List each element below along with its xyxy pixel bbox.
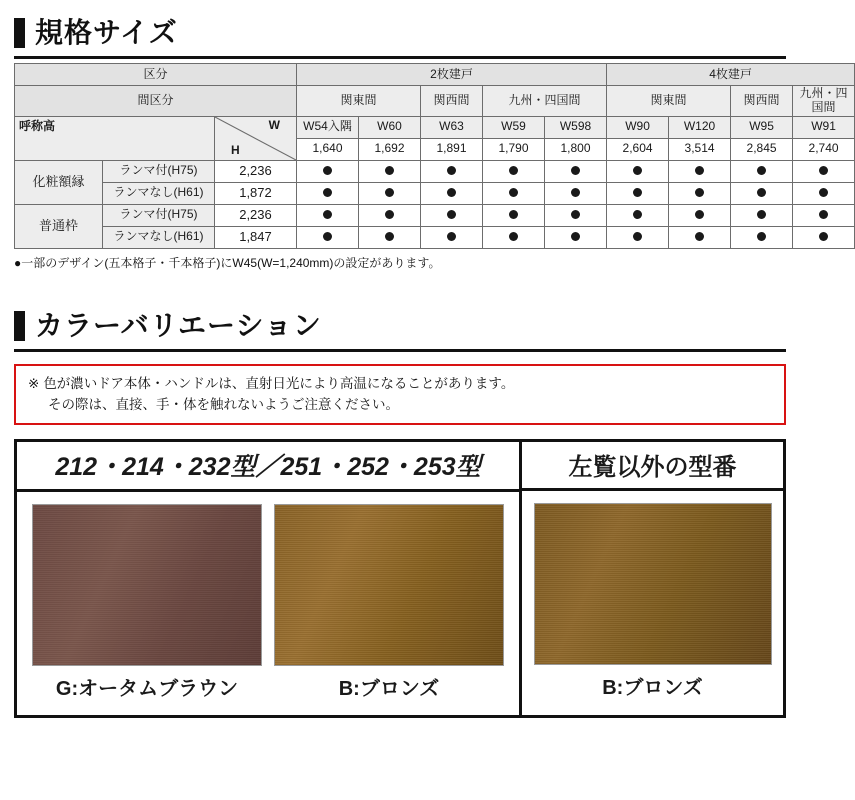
circle-mark-icon bbox=[819, 232, 828, 241]
table-row-kubun bbox=[15, 64, 855, 86]
width-value-4: 1,800 bbox=[545, 138, 607, 160]
corner-cell-hw bbox=[215, 116, 297, 160]
mark-1-2 bbox=[421, 182, 483, 204]
caution-text-2: その際は、直接、手・体を触れないようご注意ください。 bbox=[48, 396, 399, 412]
width-code-7: W95 bbox=[731, 116, 793, 138]
mark-1-8 bbox=[793, 182, 855, 204]
mark-1-1 bbox=[359, 182, 421, 204]
width-value-1: 1,692 bbox=[359, 138, 421, 160]
table-row-makubun bbox=[15, 86, 855, 117]
circle-mark-icon bbox=[819, 166, 828, 175]
table-row bbox=[15, 226, 855, 248]
circle-mark-icon bbox=[633, 188, 642, 197]
mark-0-2 bbox=[421, 160, 483, 182]
row-height-2: 2,236 bbox=[215, 204, 297, 226]
swatch-label-bronze: B:ブロンズ bbox=[338, 678, 440, 701]
color-panel bbox=[14, 439, 786, 718]
mark-2-2 bbox=[421, 204, 483, 226]
mark-3-4 bbox=[545, 226, 607, 248]
row-type-0: ランマ付(H75) bbox=[103, 160, 215, 182]
mark-2-5 bbox=[607, 204, 669, 226]
row-group-0: 化粧額縁 bbox=[15, 160, 103, 204]
spec-section-title: 規格サイズ bbox=[35, 17, 178, 48]
row-group-2: 普通枠 bbox=[15, 204, 103, 248]
asterisk-icon: ※ bbox=[28, 375, 40, 391]
mark-0-4 bbox=[545, 160, 607, 182]
circle-mark-icon bbox=[509, 232, 518, 241]
corner-cell-kosho-taka bbox=[15, 116, 215, 160]
circle-mark-icon bbox=[447, 166, 456, 175]
circle-mark-icon bbox=[819, 210, 828, 219]
spec-section bbox=[14, 17, 848, 271]
mark-1-6 bbox=[669, 182, 731, 204]
circle-mark-icon bbox=[571, 188, 580, 197]
row-type-1: ランマなし(H61) bbox=[103, 182, 215, 204]
color-section-header bbox=[14, 311, 786, 341]
row-type-3: ランマなし(H61) bbox=[103, 226, 215, 248]
spec-section-underline bbox=[14, 56, 786, 59]
caution-text-1: 色が濃いドア本体・ハンドルは、直射日光により高温になることがあります。 bbox=[43, 375, 515, 391]
swatch-item-autumn-brown bbox=[32, 504, 262, 709]
circle-mark-icon bbox=[323, 166, 332, 175]
circle-mark-icon bbox=[509, 188, 518, 197]
mark-1-0 bbox=[297, 182, 359, 204]
color-panel-right-heading: 左覧以外の型番 bbox=[522, 442, 783, 491]
width-code-3: W59 bbox=[483, 116, 545, 138]
circle-mark-icon bbox=[695, 210, 704, 219]
makubun-kanto-1: 関東間 bbox=[297, 86, 421, 117]
mark-0-0 bbox=[297, 160, 359, 182]
swatch-label-bronze-other: B:ブロンズ bbox=[602, 677, 703, 700]
swatch-row-left bbox=[17, 492, 519, 715]
mark-0-8 bbox=[793, 160, 855, 182]
width-code-0: W54入隅 bbox=[297, 116, 359, 138]
mark-3-5 bbox=[607, 226, 669, 248]
circle-mark-icon bbox=[695, 166, 704, 175]
makubun-label: 間区分 bbox=[15, 86, 297, 117]
circle-mark-icon bbox=[695, 232, 704, 241]
circle-mark-icon bbox=[757, 188, 766, 197]
circle-mark-icon bbox=[633, 210, 642, 219]
width-code-4: W598 bbox=[545, 116, 607, 138]
circle-mark-icon bbox=[447, 232, 456, 241]
color-swatch-autumn-brown bbox=[32, 504, 262, 666]
circle-mark-icon bbox=[571, 210, 580, 219]
mark-1-7 bbox=[731, 182, 793, 204]
circle-mark-icon bbox=[757, 210, 766, 219]
mark-3-8 bbox=[793, 226, 855, 248]
color-section-title: カラーバリエーション bbox=[35, 309, 322, 341]
width-code-5: W90 bbox=[607, 116, 669, 138]
mark-2-6 bbox=[669, 204, 731, 226]
mark-3-7 bbox=[731, 226, 793, 248]
circle-mark-icon bbox=[385, 232, 394, 241]
circle-mark-icon bbox=[757, 232, 766, 241]
circle-mark-icon bbox=[509, 210, 518, 219]
makubun-kansai-1: 関西間 bbox=[421, 86, 483, 117]
width-code-6: W120 bbox=[669, 116, 731, 138]
circle-mark-icon bbox=[695, 188, 704, 197]
mark-2-3 bbox=[483, 204, 545, 226]
circle-mark-icon bbox=[509, 166, 518, 175]
circle-mark-icon bbox=[385, 166, 394, 175]
heading-bar-icon bbox=[14, 311, 25, 341]
circle-mark-icon bbox=[323, 210, 332, 219]
corner-label-h: H bbox=[231, 142, 240, 157]
makubun-kyushu-2: 九州・四国間 bbox=[793, 86, 855, 117]
mark-2-1 bbox=[359, 204, 421, 226]
color-variation-section bbox=[14, 311, 786, 719]
mark-3-0 bbox=[297, 226, 359, 248]
color-panel-left bbox=[17, 442, 522, 715]
circle-mark-icon bbox=[385, 188, 394, 197]
swatch-item-bronze-other bbox=[534, 503, 772, 708]
mark-1-5 bbox=[607, 182, 669, 204]
width-code-2: W63 bbox=[421, 116, 483, 138]
mark-0-7 bbox=[731, 160, 793, 182]
color-swatch-bronze-other bbox=[534, 503, 772, 665]
width-code-8: W91 bbox=[793, 116, 855, 138]
spec-table bbox=[14, 63, 855, 249]
mark-3-6 bbox=[669, 226, 731, 248]
table-row bbox=[15, 160, 855, 182]
circle-mark-icon bbox=[323, 188, 332, 197]
swatch-item-bronze bbox=[274, 504, 504, 709]
mark-2-0 bbox=[297, 204, 359, 226]
circle-mark-icon bbox=[323, 232, 332, 241]
spec-section-header bbox=[14, 18, 786, 48]
row-type-2: ランマ付(H75) bbox=[103, 204, 215, 226]
color-panel-right bbox=[522, 442, 783, 715]
width-value-0: 1,640 bbox=[297, 138, 359, 160]
spec-table-wrap bbox=[14, 63, 848, 249]
kubun-group-2mai: 2枚建戸 bbox=[297, 64, 607, 86]
circle-mark-icon bbox=[571, 232, 580, 241]
table-row bbox=[15, 204, 855, 226]
width-value-8: 2,740 bbox=[793, 138, 855, 160]
circle-mark-icon bbox=[447, 188, 456, 197]
circle-mark-icon bbox=[385, 210, 394, 219]
mark-2-8 bbox=[793, 204, 855, 226]
row-height-1: 1,872 bbox=[215, 182, 297, 204]
makubun-kanto-2: 関東間 bbox=[607, 86, 731, 117]
color-panel-left-heading: 212・214・232型／251・252・253型 bbox=[17, 442, 519, 492]
circle-mark-icon bbox=[571, 166, 580, 175]
mark-1-3 bbox=[483, 182, 545, 204]
makubun-kyushu-1: 九州・四国間 bbox=[483, 86, 607, 117]
mark-3-1 bbox=[359, 226, 421, 248]
diagonal-line-icon bbox=[215, 117, 296, 160]
swatch-row-right bbox=[522, 491, 783, 714]
color-swatch-bronze bbox=[274, 504, 504, 666]
circle-mark-icon bbox=[819, 188, 828, 197]
mark-1-4 bbox=[545, 182, 607, 204]
heading-bar-icon bbox=[14, 18, 25, 48]
row-height-0: 2,236 bbox=[215, 160, 297, 182]
mark-0-1 bbox=[359, 160, 421, 182]
swatch-label-autumn-brown: G:オータムブラウン bbox=[55, 678, 239, 701]
mark-0-6 bbox=[669, 160, 731, 182]
makubun-kansai-2: 関西間 bbox=[731, 86, 793, 117]
spec-note: ●一部のデザイン(五本格子・千本格子)にW45(W=1,240mm)の設定があります。 bbox=[14, 255, 441, 270]
table-row-width-codes bbox=[15, 116, 855, 138]
mark-0-3 bbox=[483, 160, 545, 182]
width-value-3: 1,790 bbox=[483, 138, 545, 160]
mark-3-3 bbox=[483, 226, 545, 248]
circle-mark-icon bbox=[757, 166, 766, 175]
circle-mark-icon bbox=[633, 166, 642, 175]
kubun-label: 区分 bbox=[15, 64, 297, 86]
width-value-6: 3,514 bbox=[669, 138, 731, 160]
table-row bbox=[15, 182, 855, 204]
caution-line-1 bbox=[28, 374, 774, 395]
mark-0-5 bbox=[607, 160, 669, 182]
width-code-1: W60 bbox=[359, 116, 421, 138]
corner-label-height: 呼称高 bbox=[19, 118, 56, 133]
mark-2-4 bbox=[545, 204, 607, 226]
color-section-underline bbox=[14, 349, 786, 352]
width-value-7: 2,845 bbox=[731, 138, 793, 160]
mark-2-7 bbox=[731, 204, 793, 226]
circle-mark-icon bbox=[633, 232, 642, 241]
corner-label-w: W bbox=[268, 117, 280, 132]
caution-box bbox=[14, 364, 786, 426]
width-value-2: 1,891 bbox=[421, 138, 483, 160]
width-value-5: 2,604 bbox=[607, 138, 669, 160]
row-height-3: 1,847 bbox=[215, 226, 297, 248]
kubun-group-4mai: 4枚建戸 bbox=[607, 64, 855, 86]
circle-mark-icon bbox=[447, 210, 456, 219]
mark-3-2 bbox=[421, 226, 483, 248]
